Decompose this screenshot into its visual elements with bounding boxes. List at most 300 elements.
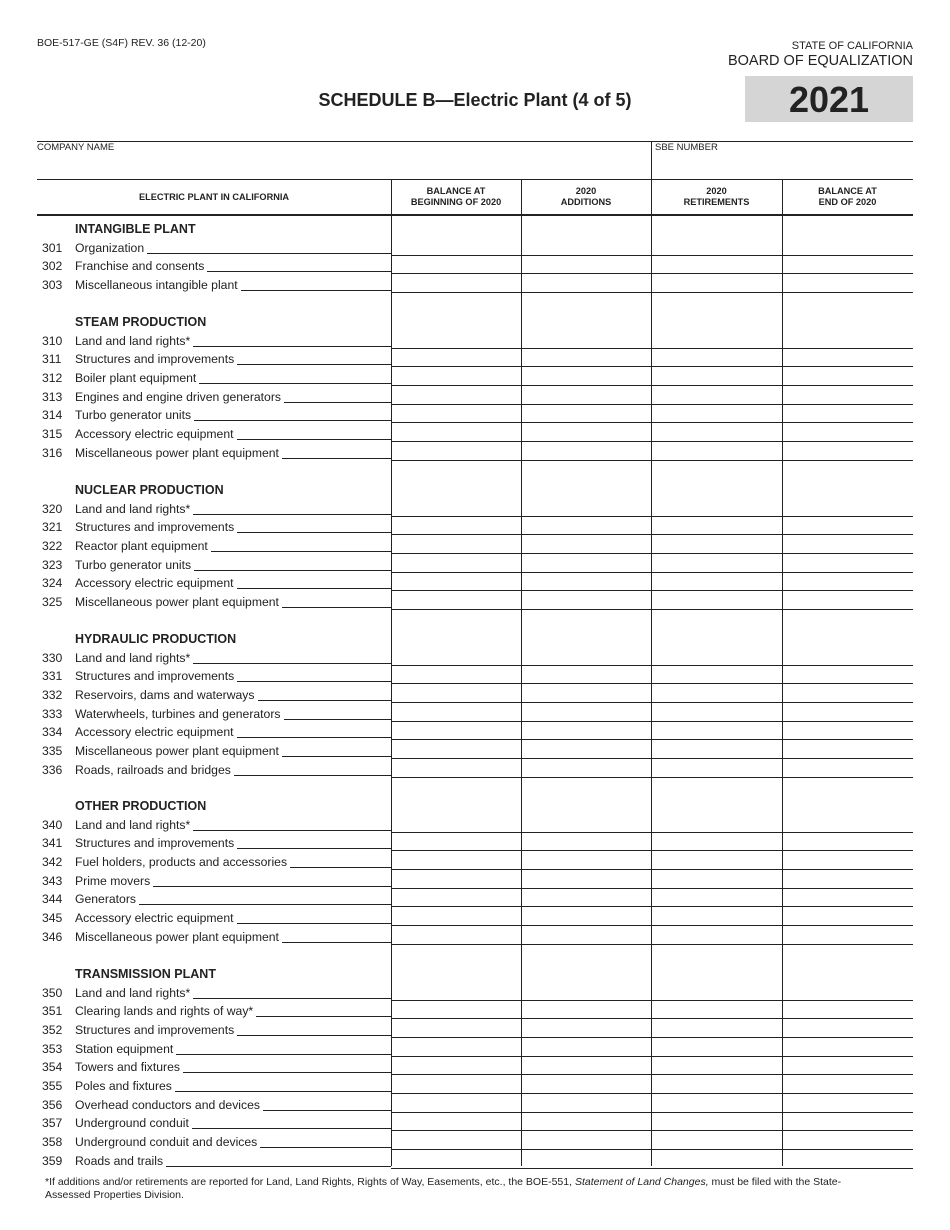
balance-end-input[interactable] — [783, 1057, 913, 1074]
line-label-text: Accessory electric equipment — [75, 427, 234, 442]
additions-input[interactable] — [522, 908, 651, 925]
balance-begin-input[interactable] — [392, 648, 521, 665]
line-number: 356 — [42, 1097, 63, 1112]
retirements-input[interactable] — [652, 331, 782, 348]
retirements-input[interactable] — [652, 1113, 782, 1130]
line-number: 355 — [42, 1079, 63, 1094]
balance-begin-input[interactable] — [392, 1132, 521, 1149]
page-title: SCHEDULE B—Electric Plant (4 of 5) — [318, 90, 632, 110]
retirements-input[interactable] — [652, 833, 782, 850]
leader-line — [207, 259, 391, 272]
retirements-input[interactable] — [652, 760, 782, 777]
balance-end-input[interactable] — [783, 815, 913, 832]
leader-line — [166, 1154, 391, 1167]
table-row — [37, 1095, 391, 1113]
balance-begin-input[interactable] — [392, 1151, 521, 1168]
leader-line — [290, 855, 391, 868]
line-label — [75, 725, 391, 739]
additions-input[interactable] — [522, 331, 651, 348]
additions-input[interactable] — [522, 1039, 651, 1056]
line-label — [75, 1042, 391, 1056]
balance-begin-input[interactable] — [392, 387, 521, 404]
table-row — [37, 238, 391, 256]
balance-end-input[interactable] — [783, 666, 913, 683]
retirements-input[interactable] — [652, 871, 782, 888]
leader-line — [284, 707, 392, 720]
additions-input[interactable] — [522, 1020, 651, 1037]
retirements-input[interactable] — [652, 983, 782, 1000]
leader-line — [183, 1060, 391, 1073]
company-name-input[interactable] — [37, 154, 649, 178]
state-label: STATE OF CALIFORNIA — [791, 40, 913, 52]
line-label-text: Clearing lands and rights of way* — [75, 1004, 254, 1019]
retirements-input[interactable] — [652, 517, 782, 534]
balance-begin-input[interactable] — [392, 368, 521, 385]
col-header-balance-begin — [391, 180, 521, 214]
table-row — [37, 555, 391, 573]
balance-end-input[interactable] — [783, 685, 913, 702]
balance-begin-input[interactable] — [392, 685, 521, 702]
additions-input[interactable] — [522, 1001, 651, 1018]
line-label — [75, 427, 391, 441]
balance-end-input[interactable] — [783, 722, 913, 739]
line-label — [75, 539, 391, 553]
line-label-text: Overhead conductors and devices — [75, 1097, 260, 1112]
balance-begin-input[interactable] — [392, 666, 521, 683]
balance-begin-input[interactable] — [392, 983, 521, 1000]
section-heading: NUCLEAR PRODUCTION — [75, 483, 224, 497]
additions-input[interactable] — [522, 1095, 651, 1112]
table-row — [37, 666, 391, 684]
balance-begin-input[interactable] — [392, 349, 521, 366]
table-row — [37, 536, 391, 554]
cell-rule — [391, 292, 913, 293]
table-row — [37, 405, 391, 423]
balance-begin-input[interactable] — [392, 424, 521, 441]
line-label-text: Roads, railroads and bridges — [75, 762, 231, 777]
table-row — [37, 331, 391, 349]
retirements-input[interactable] — [652, 424, 782, 441]
table-row — [37, 592, 391, 610]
retirements-input[interactable] — [652, 1020, 782, 1037]
retirements-input[interactable] — [652, 927, 782, 944]
balance-begin-input[interactable] — [392, 555, 521, 572]
balance-end-input[interactable] — [783, 1020, 913, 1037]
line-label — [75, 259, 391, 273]
retirements-input[interactable] — [652, 852, 782, 869]
section-heading: TRANSMISSION PLANT — [75, 967, 216, 981]
line-number: 350 — [42, 985, 63, 1000]
balance-end-input[interactable] — [783, 852, 913, 869]
additions-input[interactable] — [522, 275, 651, 292]
line-label-text: Boiler plant equipment — [75, 371, 197, 385]
board-label: BOARD OF EQUALIZATION — [727, 53, 913, 69]
balance-begin-input[interactable] — [392, 1076, 521, 1093]
sbe-number-input[interactable] — [653, 154, 911, 178]
line-number: 354 — [42, 1060, 63, 1075]
table-row — [37, 443, 391, 461]
additions-input[interactable] — [522, 666, 651, 683]
balance-end-input[interactable] — [783, 1132, 913, 1149]
additions-input[interactable] — [522, 815, 651, 832]
retirements-input[interactable] — [652, 405, 782, 422]
balance-end-input[interactable] — [783, 424, 913, 441]
line-number: 340 — [42, 817, 63, 832]
additions-input[interactable] — [522, 592, 651, 609]
balance-end-input[interactable] — [783, 908, 913, 925]
retirements-input[interactable] — [652, 573, 782, 590]
retirements-input[interactable] — [652, 368, 782, 385]
additions-input[interactable] — [522, 238, 651, 255]
balance-end-input[interactable] — [783, 499, 913, 516]
balance-begin-input[interactable] — [392, 405, 521, 422]
additions-input[interactable] — [522, 1151, 651, 1168]
balance-end-input[interactable] — [783, 1001, 913, 1018]
balance-end-input[interactable] — [783, 517, 913, 534]
balance-begin-input[interactable] — [392, 1039, 521, 1056]
additions-input[interactable] — [522, 555, 651, 572]
additions-input[interactable] — [522, 983, 651, 1000]
leader-line — [193, 334, 391, 347]
balance-begin-input[interactable] — [392, 517, 521, 534]
balance-begin-input[interactable] — [392, 889, 521, 906]
leader-line — [263, 1098, 391, 1111]
balance-end-input[interactable] — [783, 1076, 913, 1093]
additions-input[interactable] — [522, 833, 651, 850]
balance-end-input[interactable] — [783, 331, 913, 348]
retirements-input[interactable] — [652, 238, 782, 255]
retirements-input[interactable] — [652, 387, 782, 404]
retirements-input[interactable] — [652, 908, 782, 925]
table-row — [37, 1113, 391, 1131]
additions-input[interactable] — [522, 648, 651, 665]
line-label — [75, 558, 391, 572]
balance-begin-input[interactable] — [392, 741, 521, 758]
line-label — [75, 688, 391, 702]
line-label — [75, 278, 391, 292]
col-header-balance-end — [782, 180, 913, 214]
retirements-input[interactable] — [652, 1076, 782, 1093]
table-row — [37, 722, 391, 740]
line-label-text: Accessory electric equipment — [75, 576, 234, 591]
balance-begin-input[interactable] — [392, 1020, 521, 1037]
table-row — [37, 349, 391, 367]
balance-begin-input[interactable] — [392, 1057, 521, 1074]
retirements-input[interactable] — [652, 1151, 782, 1168]
balance-end-input[interactable] — [783, 405, 913, 422]
retirements-input[interactable] — [652, 1095, 782, 1112]
balance-end-input[interactable] — [783, 983, 913, 1000]
additions-input[interactable] — [522, 760, 651, 777]
leader-line — [234, 763, 391, 776]
line-label-text: Organization — [75, 240, 145, 255]
line-label-text: Structures and improvements — [75, 352, 235, 367]
retirements-input[interactable] — [652, 815, 782, 832]
line-number: 320 — [42, 501, 63, 516]
table-row — [37, 368, 391, 386]
balance-end-input[interactable] — [783, 238, 913, 255]
line-label-text: Prime movers — [75, 873, 151, 888]
balance-end-input[interactable] — [783, 760, 913, 777]
retirements-input[interactable] — [652, 704, 782, 721]
additions-input[interactable] — [522, 256, 651, 273]
balance-end-input[interactable] — [783, 368, 913, 385]
balance-end-input[interactable] — [783, 889, 913, 906]
balance-begin-input[interactable] — [392, 722, 521, 739]
line-label-text: Engines and engine driven generators — [75, 389, 281, 404]
additions-input[interactable] — [522, 1076, 651, 1093]
leader-line — [194, 408, 391, 421]
line-number: 301 — [42, 240, 63, 255]
additions-input[interactable] — [522, 517, 651, 534]
line-label-text: Land and land rights* — [75, 817, 191, 832]
line-label — [75, 874, 391, 888]
line-label-text: Poles and fixtures — [75, 1079, 172, 1094]
cell-rule — [391, 777, 913, 778]
cell-rule — [391, 1168, 913, 1169]
retirements-input[interactable] — [652, 592, 782, 609]
line-label — [75, 1079, 391, 1093]
additions-input[interactable] — [522, 722, 651, 739]
balance-end-input[interactable] — [783, 1039, 913, 1056]
balance-begin-input[interactable] — [392, 852, 521, 869]
balance-begin-input[interactable] — [392, 536, 521, 553]
balance-end-input[interactable] — [783, 648, 913, 665]
balance-begin-input[interactable] — [392, 238, 521, 255]
balance-end-input[interactable] — [783, 573, 913, 590]
additions-input[interactable] — [522, 424, 651, 441]
leader-line — [199, 371, 391, 384]
additions-input[interactable] — [522, 573, 651, 590]
line-label-text: Generators — [75, 892, 136, 907]
additions-input[interactable] — [522, 536, 651, 553]
leader-line — [211, 539, 391, 552]
line-label-text: Franchise and consents — [75, 259, 205, 274]
footnote-text-1: *If additions and/or retirements are reported for Land, Land Rights, Rights of Way, Easements, etc., the BOE-551, — [45, 1176, 575, 1188]
balance-end-input[interactable] — [783, 443, 913, 460]
additions-input[interactable] — [522, 889, 651, 906]
retirements-input[interactable] — [652, 1001, 782, 1018]
additions-input[interactable] — [522, 443, 651, 460]
line-label — [75, 744, 391, 758]
retirements-input[interactable] — [652, 349, 782, 366]
line-label-text: Reactor plant equipment — [75, 539, 208, 553]
leader-line — [237, 352, 391, 365]
retirements-input[interactable] — [652, 889, 782, 906]
leader-line — [237, 427, 391, 440]
col-header-retirements-line2: RETIREMENTS — [683, 197, 750, 207]
leader-line — [237, 1023, 391, 1036]
balance-begin-input[interactable] — [392, 1113, 521, 1130]
balance-end-input[interactable] — [783, 741, 913, 758]
balance-end-input[interactable] — [783, 536, 913, 553]
retirements-input[interactable] — [652, 443, 782, 460]
line-label-text: Structures and improvements — [75, 836, 235, 851]
balance-begin-input[interactable] — [392, 815, 521, 832]
line-label — [75, 241, 391, 255]
table-row — [37, 685, 391, 703]
table-row — [37, 741, 391, 759]
line-label — [75, 1060, 391, 1074]
line-number: 312 — [42, 371, 63, 385]
year-box: 2021 — [745, 76, 913, 122]
additions-input[interactable] — [522, 368, 651, 385]
line-number: 314 — [42, 408, 63, 423]
footnote — [45, 1176, 885, 1201]
col-header-balance-begin-line2: BEGINNING OF 2020 — [410, 197, 502, 207]
balance-begin-input[interactable] — [392, 443, 521, 460]
balance-begin-input[interactable] — [392, 760, 521, 777]
table-row — [37, 927, 391, 945]
retirements-input[interactable] — [652, 685, 782, 702]
line-label — [75, 446, 391, 460]
cell-rule — [391, 460, 913, 461]
col-header-retirements — [651, 180, 782, 214]
line-label-text: Structures and improvements — [75, 520, 235, 535]
retirements-input[interactable] — [652, 666, 782, 683]
balance-end-input[interactable] — [783, 871, 913, 888]
retirements-input[interactable] — [652, 722, 782, 739]
additions-input[interactable] — [522, 499, 651, 516]
line-label-text: Turbo generator units — [75, 557, 192, 572]
retirements-input[interactable] — [652, 499, 782, 516]
balance-begin-input[interactable] — [392, 927, 521, 944]
balance-begin-input[interactable] — [392, 275, 521, 292]
retirements-input[interactable] — [652, 1057, 782, 1074]
retirements-input[interactable] — [652, 256, 782, 273]
balance-begin-input[interactable] — [392, 871, 521, 888]
additions-input[interactable] — [522, 704, 651, 721]
balance-end-input[interactable] — [783, 833, 913, 850]
retirements-input[interactable] — [652, 1132, 782, 1149]
balance-end-input[interactable] — [783, 927, 913, 944]
leader-line — [153, 874, 391, 887]
additions-input[interactable] — [522, 1132, 651, 1149]
balance-begin-input[interactable] — [392, 1095, 521, 1112]
line-label — [75, 334, 391, 348]
company-sbe-divider — [651, 141, 652, 179]
additions-input[interactable] — [522, 927, 651, 944]
balance-end-input[interactable] — [783, 1095, 913, 1112]
line-label-text: Waterwheels, turbines and generators — [75, 706, 281, 721]
balance-begin-input[interactable] — [392, 704, 521, 721]
line-label — [75, 836, 391, 850]
additions-input[interactable] — [522, 852, 651, 869]
col-header-additions — [521, 180, 651, 214]
retirements-input[interactable] — [652, 275, 782, 292]
line-number: 315 — [42, 427, 63, 442]
line-label — [75, 520, 391, 534]
col-header-balance-begin-line1: BALANCE AT — [426, 186, 486, 196]
retirements-input[interactable] — [652, 555, 782, 572]
line-number: 336 — [42, 762, 63, 777]
table-row — [37, 573, 391, 591]
line-label-text: Station equipment — [75, 1041, 174, 1056]
leader-line — [237, 669, 391, 682]
balance-begin-input[interactable] — [392, 573, 521, 590]
table-row — [37, 833, 391, 851]
leader-line — [193, 986, 391, 999]
line-label-text: Turbo generator units — [75, 408, 192, 423]
table-row — [37, 424, 391, 442]
footnote-text-2: must be filed with the State-Assessed Properties Division. — [45, 1176, 842, 1201]
line-label — [75, 1154, 391, 1168]
line-number: 358 — [42, 1135, 63, 1150]
line-label — [75, 352, 391, 366]
balance-end-input[interactable] — [783, 592, 913, 609]
balance-end-input[interactable] — [783, 349, 913, 366]
additions-input[interactable] — [522, 387, 651, 404]
leader-line — [282, 744, 391, 757]
table-row — [37, 1151, 391, 1169]
leader-line — [282, 446, 391, 459]
balance-end-input[interactable] — [783, 275, 913, 292]
line-label — [75, 911, 391, 925]
balance-begin-input[interactable] — [392, 908, 521, 925]
line-number: 331 — [42, 669, 63, 684]
line-label-text: Miscellaneous intangible plant — [75, 278, 238, 292]
leader-line — [237, 836, 391, 849]
line-label-text: Roads and trails — [75, 1153, 164, 1168]
line-label — [75, 595, 391, 609]
retirements-input[interactable] — [652, 1039, 782, 1056]
additions-input[interactable] — [522, 349, 651, 366]
line-number: 333 — [42, 706, 63, 721]
table-row — [37, 908, 391, 926]
additions-input[interactable] — [522, 685, 651, 702]
balance-end-input[interactable] — [783, 555, 913, 572]
balance-begin-input[interactable] — [392, 499, 521, 516]
balance-begin-input[interactable] — [392, 331, 521, 348]
balance-end-input[interactable] — [783, 704, 913, 721]
leader-line — [256, 1004, 391, 1017]
balance-end-input[interactable] — [783, 1151, 913, 1168]
leader-line — [139, 892, 391, 905]
line-number: 324 — [42, 576, 63, 591]
line-number: 316 — [42, 445, 63, 460]
additions-input[interactable] — [522, 1113, 651, 1130]
balance-end-input[interactable] — [783, 1113, 913, 1130]
balance-begin-input[interactable] — [392, 1001, 521, 1018]
retirements-input[interactable] — [652, 536, 782, 553]
retirements-input[interactable] — [652, 741, 782, 758]
additions-input[interactable] — [522, 1057, 651, 1074]
balance-end-input[interactable] — [783, 387, 913, 404]
table-row — [37, 704, 391, 722]
additions-input[interactable] — [522, 741, 651, 758]
line-label — [75, 1023, 391, 1037]
line-number: 353 — [42, 1041, 63, 1056]
col-header-retirements-line1: 2020 — [706, 186, 727, 196]
balance-begin-input[interactable] — [392, 833, 521, 850]
balance-begin-input[interactable] — [392, 256, 521, 273]
line-label-text: Structures and improvements — [75, 669, 235, 684]
line-label-text: Accessory electric equipment — [75, 725, 234, 740]
balance-end-input[interactable] — [783, 256, 913, 273]
section-heading: INTANGIBLE PLANT — [75, 222, 196, 236]
retirements-input[interactable] — [652, 648, 782, 665]
line-number: 322 — [42, 539, 63, 553]
additions-input[interactable] — [522, 871, 651, 888]
line-number: 345 — [42, 911, 63, 926]
additions-input[interactable] — [522, 405, 651, 422]
leader-line — [175, 1079, 391, 1092]
balance-begin-input[interactable] — [392, 592, 521, 609]
line-number: 325 — [42, 595, 63, 610]
line-number: 332 — [42, 688, 63, 702]
table-row — [37, 648, 391, 666]
line-label-text: Miscellaneous power plant equipment — [75, 445, 279, 460]
